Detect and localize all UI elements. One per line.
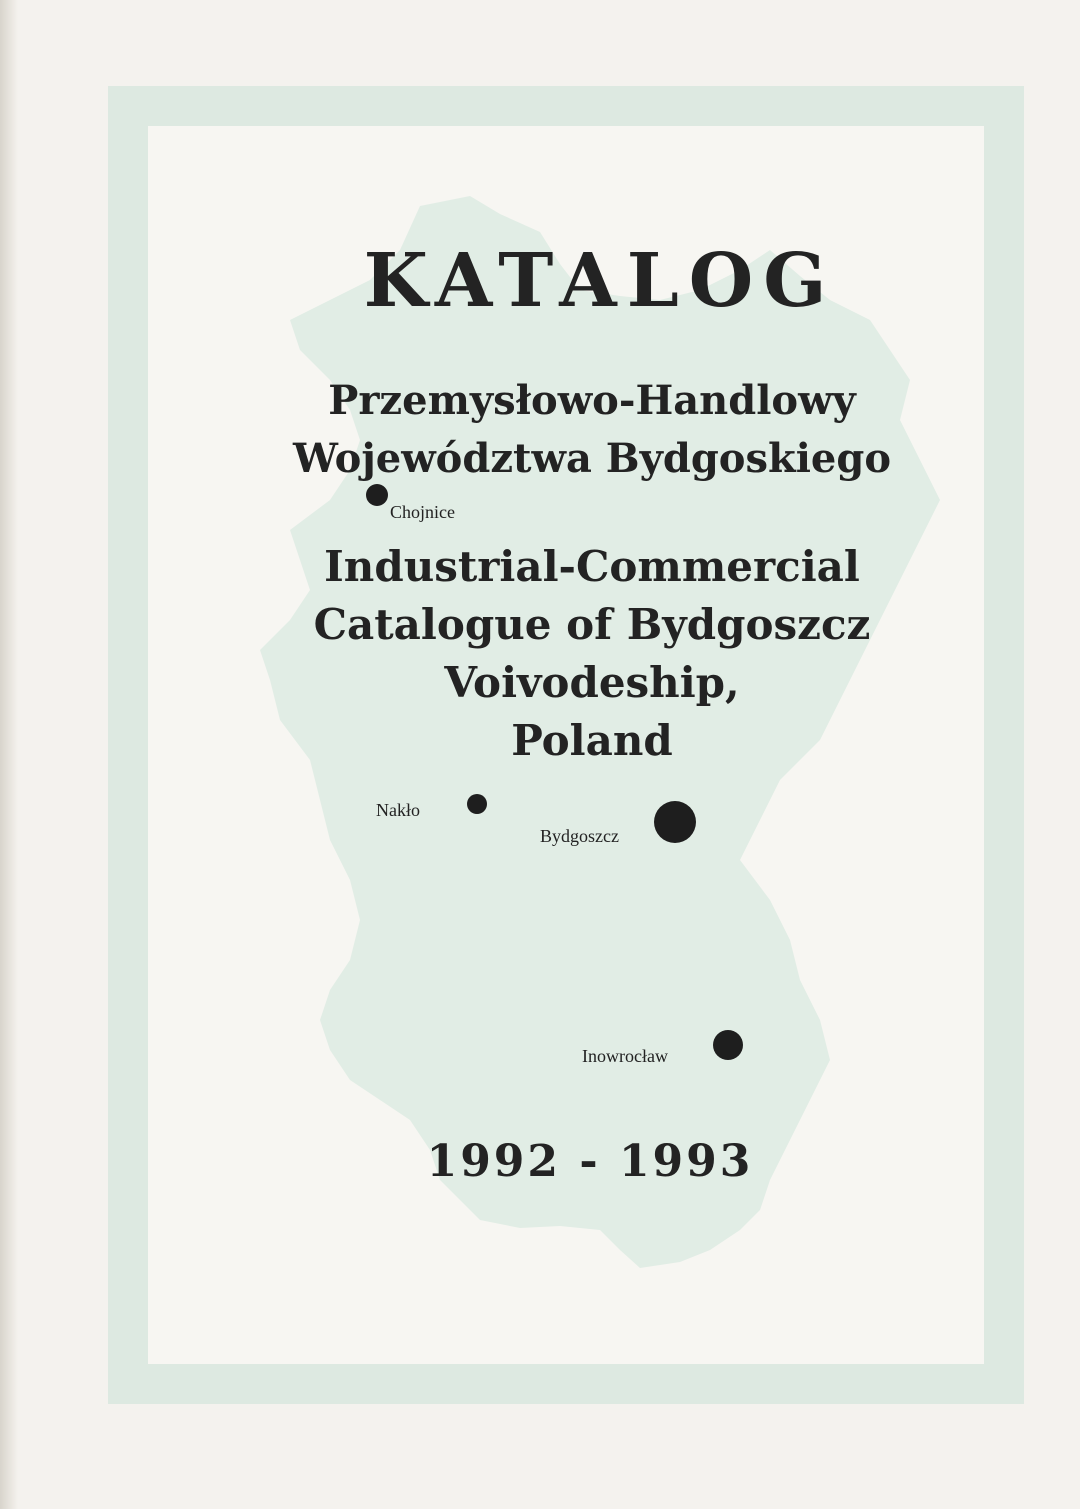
city-marker-inowroclaw — [713, 1030, 743, 1060]
city-label-inowroclaw: Inowrocław — [582, 1046, 668, 1066]
city-label-chojnice: Chojnice — [390, 502, 455, 522]
english-subtitle-line-1: Industrial-Commercial — [324, 542, 860, 591]
english-subtitle-line-4: Poland — [511, 716, 673, 765]
catalog-years: 1992 - 1993 — [426, 1136, 754, 1187]
polish-subtitle-line-1: Przemysłowo-Handlowy — [328, 377, 856, 424]
polish-subtitle — [52, 372, 1080, 488]
english-subtitle — [52, 538, 1080, 770]
english-subtitle-line-2: Catalogue of Bydgoszcz — [313, 600, 871, 649]
polish-subtitle-line-2: Województwa Bydgoskiego — [292, 435, 891, 482]
city-label-bydgoszcz: Bydgoszcz — [540, 826, 619, 846]
city-label-naklo: Nakło — [376, 800, 420, 820]
city-marker-naklo — [467, 794, 487, 814]
english-subtitle-line-3: Voivodeship, — [444, 658, 740, 707]
city-marker-bydgoszcz — [654, 801, 696, 843]
city-marker-chojnice — [366, 484, 388, 506]
catalog-title: KATALOG — [363, 238, 837, 324]
